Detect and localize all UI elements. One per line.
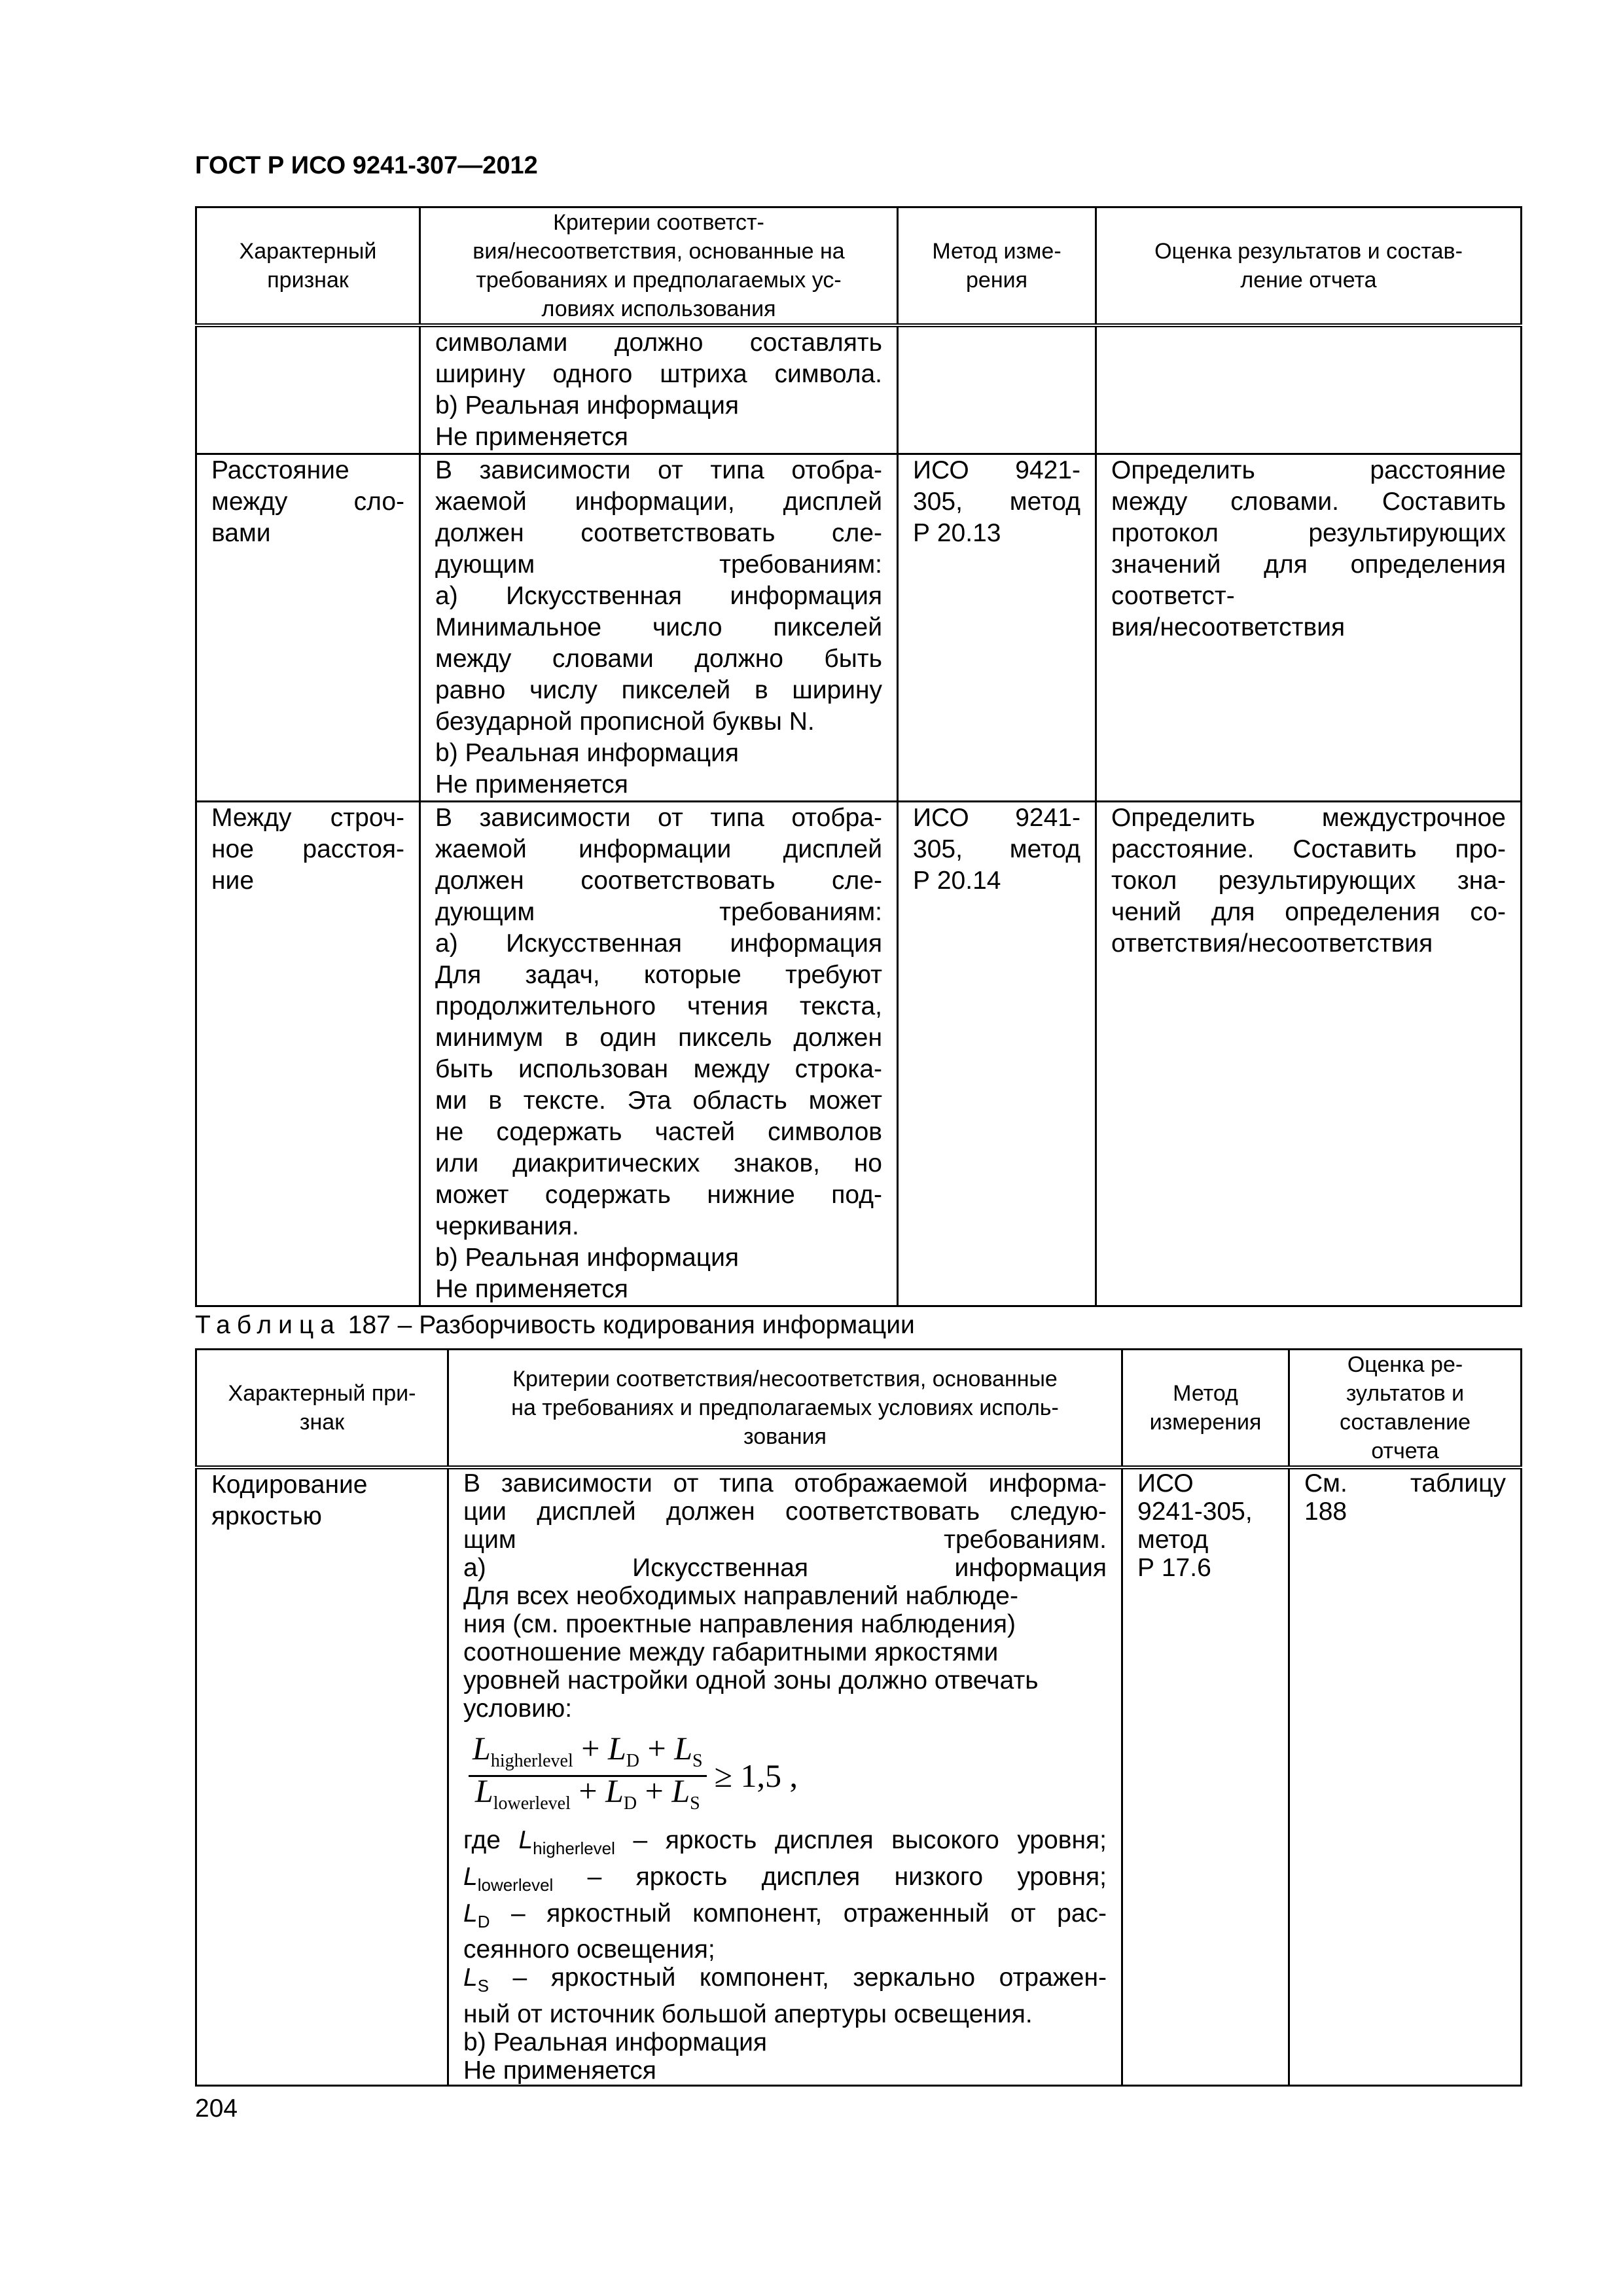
text-line: В зависимости от типа отобра-: [435, 456, 882, 484]
cell-evaluation: [1096, 802, 1522, 1306]
cell-feature: [196, 802, 420, 1306]
page-number: 204: [195, 2094, 238, 2123]
text-line: токол результирующих зна-: [1111, 867, 1506, 895]
text-line: a) Искусственная информация: [463, 1554, 1107, 1582]
text-line: Минимальное число пикселей: [435, 613, 882, 641]
criteria-text-before: [463, 1469, 1107, 1723]
text-line: Метод: [1173, 1381, 1238, 1406]
header-cell-criteria: [420, 207, 898, 326]
table-caption-text: 187 – Разборчивость кодирования информации: [348, 1311, 915, 1339]
text-line: значений для определения: [1111, 550, 1506, 579]
text-line: 9241-305,: [1137, 1498, 1253, 1526]
definition-line: $L_{lowerlevel}$ – яркость дисплея низкого уровня;: [463, 1862, 1107, 1895]
text-line: Не применяется: [435, 1275, 628, 1303]
text-line: требованиях и предполагаемых ус-: [476, 268, 842, 293]
text-line: зования: [743, 1424, 827, 1449]
cell-evaluation: [1096, 325, 1522, 454]
table-header-row: [196, 207, 1522, 326]
table-187: [195, 1348, 1522, 2087]
text-line: составление: [1339, 1410, 1471, 1435]
formula-denominator: $L_{lowerlevel} + L_D + L_S$: [474, 1772, 700, 1814]
text-line: должен соответствовать сле-: [435, 519, 882, 547]
text-line: минимум в один пиксель должен: [435, 1024, 882, 1052]
text-line: Не применяется: [435, 423, 628, 451]
text-line: ние: [211, 867, 255, 895]
text-line: b) Реальная информация: [435, 1244, 739, 1272]
text-line: Оценка результатов и состав-: [1154, 239, 1463, 264]
text-line: Определить расстояние: [1111, 456, 1506, 484]
text-line: быть использован между строка-: [435, 1055, 882, 1083]
text-line: Р 17.6: [1137, 1554, 1211, 1582]
definition-line: $L_D$ – яркостный компонент, отраженный от рас-: [463, 1899, 1107, 1931]
text-line: Расстояние: [211, 456, 349, 484]
text-line: жаемой информации, дисплей: [435, 488, 882, 516]
text-line: условию:: [463, 1695, 573, 1723]
formula-definitions: [463, 1826, 1107, 2028]
formula-numerator: $L_{higherlevel} + L_D + L_S$: [473, 1729, 703, 1771]
definition-line: где $L_{higherlevel}$ – яркость дисплея высокого уровня;: [463, 1826, 1107, 1858]
text-line: рения: [966, 268, 1027, 293]
text-line: 305, метод: [913, 488, 1080, 516]
definition-line: ный от источник большой апертуры освещения.: [463, 2000, 1033, 2029]
cell-criteria: [420, 802, 898, 1306]
text-line: соответст-: [1111, 582, 1235, 610]
text-line: Оценка ре-: [1347, 1352, 1463, 1377]
text-line: измерения: [1149, 1410, 1262, 1435]
text-line: Между строч-: [211, 804, 404, 832]
table-continued: [195, 206, 1522, 1307]
text-line: В зависимости от типа отобра-: [435, 804, 882, 832]
definition-line: $L_S$ – яркостный компонент, зеркально отражен-: [463, 1964, 1107, 1996]
text-line: ответствия/несоответствия: [1111, 929, 1433, 958]
cell-feature: [196, 1467, 448, 2086]
text-line: щим требованиям.: [463, 1526, 1107, 1554]
text-line: Для всех необходимых направлений наблюде-: [463, 1582, 1018, 1610]
header-cell-criteria: [448, 1350, 1122, 1468]
text-line: протокол результирующих: [1111, 519, 1506, 547]
text-line: ление отчета: [1240, 268, 1377, 293]
criteria-text-after: [463, 2028, 1107, 2085]
cell-method: [898, 325, 1096, 454]
text-line: ИСО: [1137, 1469, 1194, 1498]
cell-method: [898, 802, 1096, 1306]
cell-feature: [196, 454, 420, 802]
text-line: ми в тексте. Эта область может: [435, 1086, 882, 1115]
text-line: уровней настройки одной зоны должно отвечать: [463, 1666, 1039, 1695]
header-cell-feature: [196, 207, 420, 326]
text-line: Метод изме-: [932, 239, 1061, 264]
text-line: b) Реальная информация: [435, 391, 739, 420]
luminance-ratio-formula: [469, 1727, 1107, 1825]
text-line: См. таблицу: [1304, 1469, 1506, 1498]
table-row: [196, 454, 1522, 802]
text-line: расстояние. Составить про-: [1111, 835, 1506, 863]
table-row: [196, 325, 1522, 454]
text-line: дующим требованиям:: [435, 898, 882, 926]
text-line: Критерии соответствия/несоответствия, основанные: [512, 1367, 1058, 1391]
text-line: Не применяется: [463, 2056, 656, 2085]
header-cell-evaluation: [1096, 207, 1522, 326]
text-line: a) Искусственная информация: [435, 582, 882, 610]
text-line: между сло-: [211, 488, 404, 516]
text-line: Характерный: [239, 239, 377, 264]
text-line: b) Реальная информация: [463, 2028, 767, 2057]
text-line: не содержать частей символов: [435, 1118, 882, 1146]
text-line: Р 20.14: [913, 867, 1001, 895]
document-header: ГОСТ Р ИСО 9241-307—2012: [195, 152, 538, 179]
text-line: равно числу пикселей в ширину: [435, 676, 882, 704]
text-line: безударной прописной буквы N.: [435, 708, 815, 736]
text-line: В зависимости от типа отображаемой информа-: [463, 1469, 1107, 1498]
text-line: между словами. Составить: [1111, 488, 1506, 516]
cell-feature: [196, 325, 420, 454]
text-line: яркостью: [211, 1502, 322, 1530]
definition-line: сеянного освещения;: [463, 1935, 715, 1964]
text-line: знак: [299, 1410, 345, 1435]
text-line: соотношение между габаритными яркостями: [463, 1638, 999, 1666]
text-line: Критерии соответст-: [553, 210, 764, 235]
table-caption-label: Таблица: [195, 1311, 341, 1339]
cell-method: [1122, 1467, 1289, 2086]
text-line: вия/несоответствия: [1111, 613, 1346, 641]
text-line: ции дисплей должен соответствовать следую-: [463, 1498, 1107, 1526]
text-line: Определить междустрочное: [1111, 804, 1506, 832]
table-header-row: [196, 1350, 1522, 1468]
text-line: символами должно составлять: [435, 329, 882, 357]
text-line: метод: [1137, 1526, 1209, 1554]
text-line: черкивания.: [435, 1212, 579, 1240]
text-line: 305, метод: [913, 835, 1080, 863]
text-line: отчета: [1371, 1439, 1439, 1463]
table-row: [196, 1467, 1522, 2086]
header-cell-method: [1122, 1350, 1289, 1468]
text-line: или диакритических знаков, но: [435, 1149, 882, 1177]
text-line: дующим требованиям:: [435, 550, 882, 579]
text-line: на требованиях и предполагаемых условиях исполь-: [511, 1395, 1059, 1420]
text-line: 188: [1304, 1498, 1347, 1526]
text-line: жаемой информации дисплей: [435, 835, 882, 863]
table-caption: [195, 1311, 915, 1340]
text-line: может содержать нижние под-: [435, 1181, 882, 1209]
text-line: должен соответствовать сле-: [435, 867, 882, 895]
text-line: между словами должно быть: [435, 645, 882, 673]
text-line: ния (см. проектные направления наблюдения): [463, 1610, 1016, 1638]
text-line: зультатов и: [1346, 1381, 1465, 1406]
cell-method: [898, 454, 1096, 802]
text-line: a) Искусственная информация: [435, 929, 882, 958]
formula-rhs: ≥ 1,5 ,: [714, 1757, 798, 1794]
text-line: ИСО 9241-: [913, 804, 1080, 832]
cell-evaluation: [1096, 454, 1522, 802]
text-line: признак: [267, 268, 349, 293]
text-line: ИСО 9421-: [913, 456, 1080, 484]
text-line: ловиях использования: [541, 296, 776, 321]
cell-criteria: [420, 325, 898, 454]
text-line: Р 20.13: [913, 519, 1001, 547]
text-line: Не применяется: [435, 770, 628, 798]
header-cell-method: [898, 207, 1096, 326]
text-line: b) Реальная информация: [435, 739, 739, 767]
text-line: ширину одного штриха символа.: [435, 360, 882, 388]
text-line: вия/несоответствия, основанные на: [473, 239, 845, 264]
text-line: ное расстоя-: [211, 835, 404, 863]
header-cell-feature: [196, 1350, 448, 1468]
cell-evaluation: [1289, 1467, 1522, 2086]
header-cell-evaluation: [1289, 1350, 1522, 1468]
cell-criteria: [448, 1467, 1122, 2086]
cell-criteria: [420, 454, 898, 802]
text-line: Кодирование: [211, 1471, 368, 1499]
text-line: Для задач, которые требуют: [435, 961, 882, 989]
text-line: чений для определения со-: [1111, 898, 1506, 926]
formula-fraction: [469, 1729, 707, 1818]
text-line: Характерный при-: [228, 1381, 416, 1406]
text-line: продолжительного чтения текста,: [435, 992, 882, 1020]
text-line: вами: [211, 519, 271, 547]
table-row: [196, 802, 1522, 1306]
